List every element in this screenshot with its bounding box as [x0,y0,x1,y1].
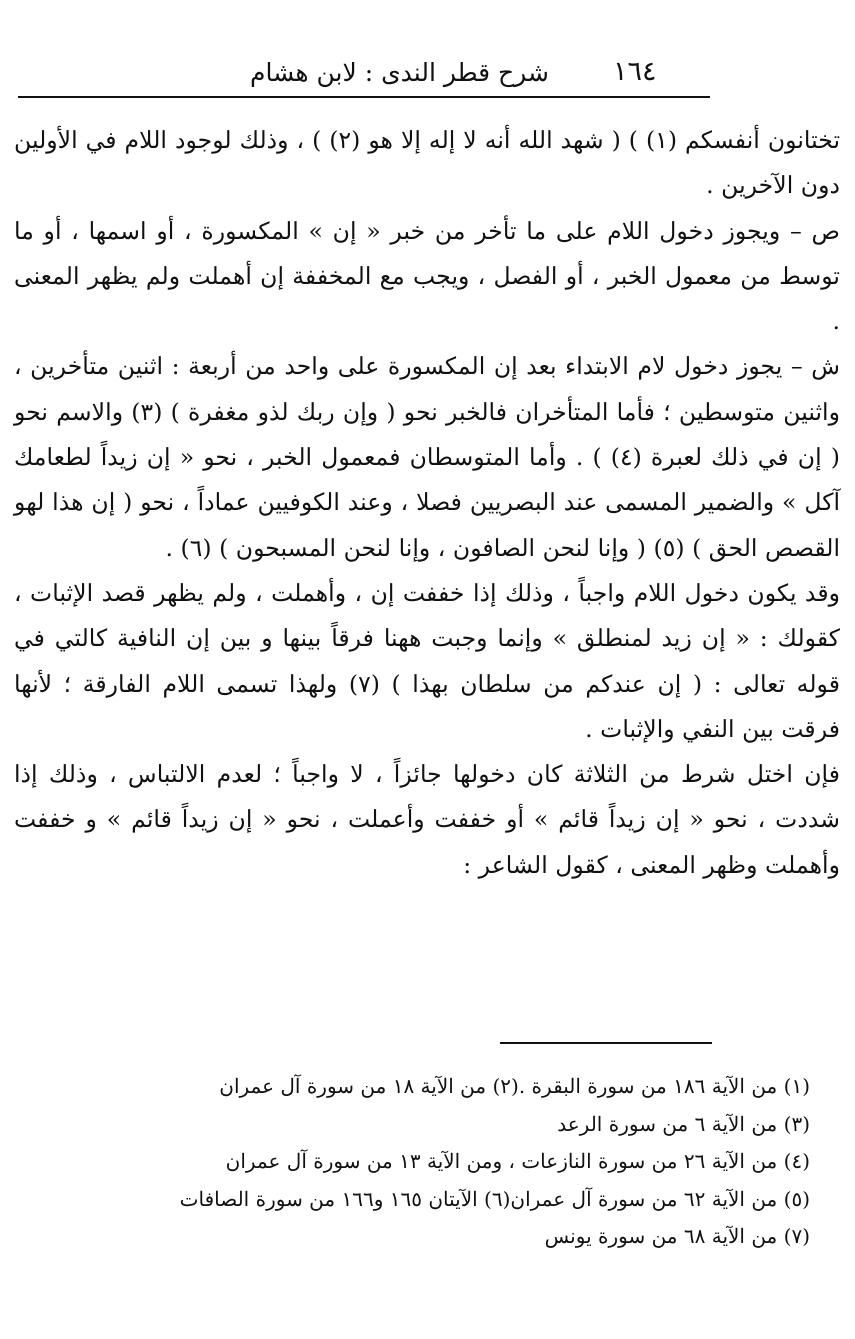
footnote-divider [500,1042,712,1044]
main-text [14,118,840,888]
footnote-5: (٥) من الآية ٦٢ من سورة آل عمران [510,1186,810,1211]
paragraph-optional-lam: فإن اختل شرط من الثلاثة كان دخولها جائزاً ، لا واجباً ؛ لعدم الالتباس ، وذلك إذا شددت ، نحو « إن زيداً قائم » أو خففت وأعملت ، نحو « إن زيداً قائم » و خففت وأهملت وظهر المعنى ، كقول الشاعر : [14,760,840,879]
footnote-line [10,1218,810,1256]
footnote-2: (٢) من الآية ١٨ من سورة آل عمران [219,1074,519,1098]
footnote-1: (١) من الآية ١٨٦ من سورة البقرة . [518,1074,810,1098]
footnote-3: (٣) من الآية ٦ من سورة الرعد [557,1111,810,1136]
footnotes [10,1068,810,1256]
paragraph-verse-continuation: تختانون أنفسكم (١) ) ( شهد الله أنه لا إله إلا هو (٢) ) ، وذلك لوجود اللام في الأولين دون الآخرين . [14,126,841,200]
running-title: شرح قطر الندى : لابن هشام [250,58,549,87]
page-number: ١٦٤ [613,56,657,87]
footnote-4: (٤) من الآية ٢٦ من سورة النازعات ، ومن الآية ١٣ من سورة آل عمران [225,1149,810,1173]
footnote-6: (٦) الآيتان ١٦٥ و١٦٦ من سورة الصافات [179,1186,511,1211]
footnote-line [10,1181,810,1219]
paragraph-matn: ص – ويجوز دخول اللام على ما تأخر من خبر « إن » المكسورة ، أو اسمها ، أو ما توسط من معمول الخبر ، أو الفصل ، ويجب مع المخففة إن أهملت ولم يظهر المعنى . [14,216,840,336]
paragraph-sharh: ش – يجوز دخول لام الابتداء بعد إن المكسورة على واحد من أربعة : اثنين متأخرين ، واثنين متوسطين ؛ فأما المتأخران فالخبر نحو ( وإن ربك لذو مغفرة ) (٣) والاسم نحو ( إن في ذلك لعبرة (٤) ) . وأما المتوسطان فمعمول الخبر ، نحو « إن زيداً لطعامك آكل » والضمير المسمى عند البصريين فصلا ، وعند الكوفيين عماداً ، نحو ( إن هذا لهو القصص الحق ) (٥) ( وإنا لنحن الصافون ، وإنا لنحن المسبحون ) (٦) . [14,352,840,562]
footnote-line [10,1143,810,1181]
footnote-line [10,1068,810,1106]
page-header [18,52,710,98]
footnote-7: (٧) من الآية ٦٨ من سورة يونس [544,1224,810,1248]
footnote-line [10,1106,810,1144]
paragraph-mandatory-lam: وقد يكون دخول اللام واجباً ، وذلك إذا خففت إن ، وأهملت ، ولم يظهر قصد الإثبات ، كقولك : « إن زيد لمنطلق » وإنما وجبت ههنا فرقاً بينها و بين إن النافية كالتي في قوله تعالى : ( إن عندكم من سلطان بهذا ) (٧) ولهذا تسمى اللام الفارقة ؛ لأنها فرقت بين النفي والإثبات . [14,578,840,743]
